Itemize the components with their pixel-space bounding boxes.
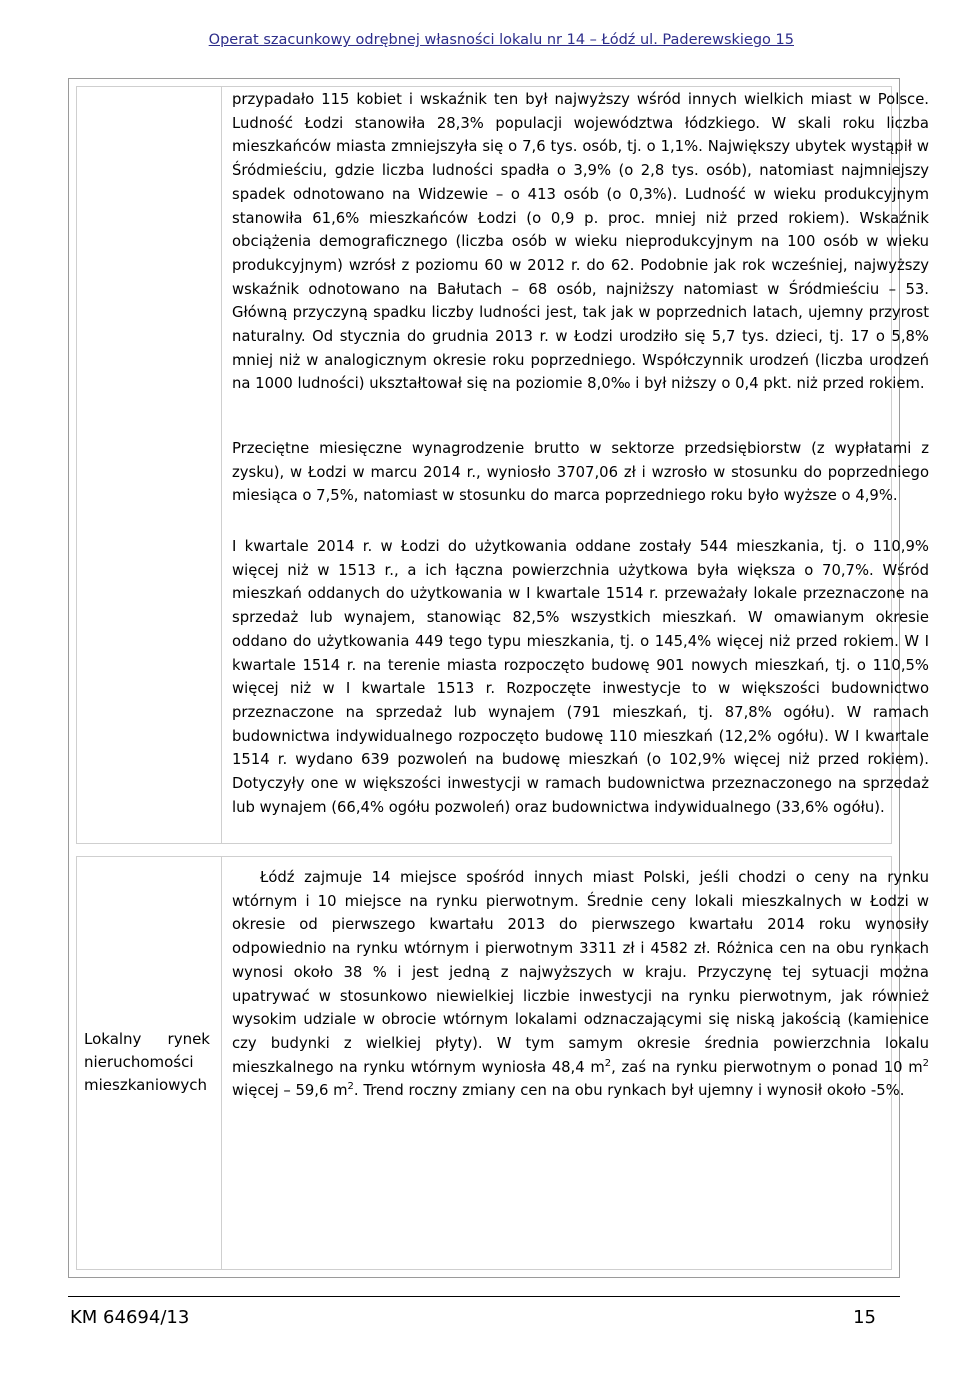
section-label-line: mieszkaniowych bbox=[84, 1076, 208, 1094]
superscript: 2 bbox=[347, 1081, 354, 1093]
text-run: więcej – 59,6 m bbox=[232, 1082, 348, 1100]
paragraph-real-estate-market bbox=[232, 866, 929, 1103]
section-label bbox=[84, 1028, 210, 1097]
paragraph-wages: Przeciętne miesięczne wynagrodzenie brutto w sektorze przedsiębiorstw (z wypłatami z zysku), w Łodzi w marcu 2014 r., wyniosło 3707,06 zł i wzrosło w stosunku do poprzedniego miesiąca o 7,5%, natomiast w stosunku do marca poprzedniego roku było wyższe o 4,9%. bbox=[232, 440, 929, 505]
header-title-link[interactable]: Operat szacunkowy odrębnej własności lokalu nr 14 – Łódź ul. Paderewskiego 15 bbox=[208, 32, 794, 48]
left-column-cell-top bbox=[76, 86, 222, 844]
text-run: Łódź zajmuje 14 miejsce spośród innych miast Polski, jeśli chodzi o ceny na rynku wtórnym i 10 miejsce na rynku pierwotnym. Średnie ceny lokali mieszkalnych w Łodzi w okresie od pierwszego kwartału 2013 do pierwszego kwartału 2014 roku wynosiły odpowiednio na rynku wtórnym i pierwotnym 3311 zł i 4582 zł. Różnica cen na obu rynkach wynosi około 38 % i jest jedną z najwyższych w kraju. Przyczynę tej sytuacji można upatrywać w stosunkowo niewielkiej liczbie inwestycji na rynku pierwotnym, jak również wysokim udziale w obrocie wtórnym lokalami odznaczającymi się niską jakością (kamienice czy budynki z wielkiej płyty). W tym samym okresie średnia powierzchnia lokalu mieszkalnego na rynku wtórnym wyniosła 48,4 m bbox=[232, 869, 929, 1076]
text-run: . Trend roczny zmiany cen na obu rynkach był ujemny i wynosił około -5%. bbox=[353, 1082, 905, 1100]
paragraph-demographics: przypadało 115 kobiet i wskaźnik ten był najwyższy wśród innych wielkich miast w Polsce. Ludność Łodzi stanowiła 28,3% populacji województwa łódzkiego. W skali roku liczba mieszkańców miasta zmniejszyła się o 7,6 tys. osób, tj. o 1,1%. Największy ubytek wystąpił w Śródmieściu, gdzie liczba ludności spadła o 3,9% (o 2,8 tys. osób), natomiast najmniejszy spadek odnotowano na Widzewie – o 413 osób (o 0,3%). Ludność w wieku produkcyjnym stanowiła 61,6% mieszkańców Łodzi (o 0,9 p. proc. mniej niż przed rokiem). Wskaźnik obciążenia demograficznego (liczba osób w wieku nieprodukcyjnym na 100 osób w wieku produkcyjnym) wzrósł z poziomu 60 w 2012 r. do 62. Podobnie jak rok wcześniej, najwyższy wskaźnik odnotowano na Bałutach – 68 osób, najniższy natomiast w Śródmieściu – 53. Główną przyczyną spadku liczby ludności jest, tak jak w poprzednich latach, ujemny przyrost naturalny. Od stycznia do grudnia 2013 r. w Łodzi urodziło się 5,7 tys. dzieci, tj. 17 o 5,8% mniej niż w analogicznym okresie roku poprzedniego. Współczynnik urodzeń (liczba urodzeń na 1000 ludności) ukształtował się na poziomie 8,0‰ i był niższy o 0,4 pkt. niż przed rokiem. bbox=[232, 91, 929, 393]
section-label-line: nieruchomości bbox=[84, 1053, 194, 1071]
superscript: 2 bbox=[922, 1057, 930, 1069]
text-run: , zaś na rynku pierwotnym o ponad 10 m bbox=[611, 1058, 923, 1076]
footer-divider bbox=[68, 1296, 900, 1297]
page-number: 15 bbox=[853, 1307, 876, 1328]
footer-reference: KM 64694/13 bbox=[70, 1307, 190, 1328]
superscript: 2 bbox=[604, 1057, 612, 1069]
section-label-word: Lokalny bbox=[84, 1030, 142, 1048]
paragraph-housing: I kwartale 2014 r. w Łodzi do użytkowania oddane zostały 544 mieszkania, tj. o 110,9% więcej niż w 1513 r., a ich łączna powierzchnia użytkowa była większa o 70,7%. Wśród mieszkań oddanych do użytkowania w I kwartale 1514 r. przeważały lokale przeznaczone na sprzedaż lub wynajem, stanowiąc 82,5% wszystkich mieszkań. W omawianym okresie oddano do użytkowania 449 tego typu mieszkania, tj. o 145,4% więcej niż przed rokiem. W I kwartale 1514 r. na terenie miasta rozpoczęto budowę 901 nowych mieszkań, tj. o 110,5% więcej niż w I kwartale 1513 r. Rozpoczęte inwestycje to w większości budownictwo przeznaczone na sprzedaż lub wynajem (791 mieszkań, tj. 87,8% ogółu). W ramach budownictwa indywidualnego rozpoczęto budowę 110 mieszkań (12,2% ogółu). W I kwartale 1514 r. wydano 639 pozwoleń na budowę mieszkań (o 102,9% więcej niż przed rokiem). Dotyczyły one w większości inwestycji w ramach budownictwa przeznaczonego na sprzedaż lub wynajem (66,4% ogółu pozwoleń) oraz budownictwa indywidualnego (33,6% ogółu). bbox=[232, 538, 929, 816]
section-label-word: rynek bbox=[167, 1030, 210, 1048]
